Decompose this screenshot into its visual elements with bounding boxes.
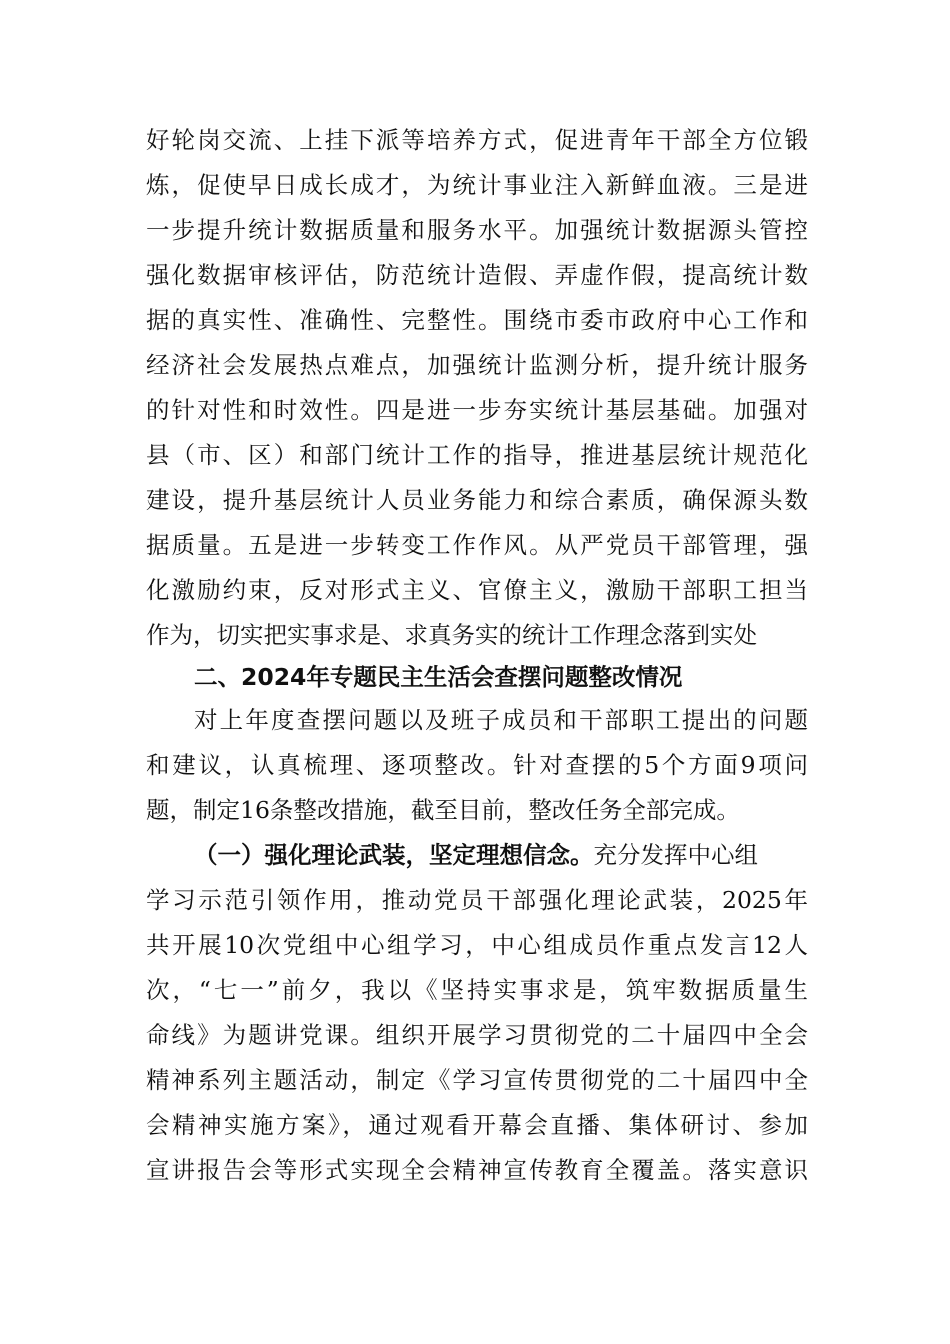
- paragraph-line: 题，制定16条整改措施，截至目前，整改任务全部完成。: [146, 796, 740, 824]
- paragraph-line: 炼，促使早日成长成才，为统计事业注入新鲜血液。三是进: [146, 171, 808, 199]
- paragraph-line: 化激励约束，反对形式主义、官僚主义，激励干部职工担当: [146, 576, 808, 604]
- subsection-heading: （一）强化理论武装，坚定理想信念。: [194, 841, 594, 869]
- paragraph-line: 的针对性和时效性。四是进一步夯实统计基层基础。加强对: [146, 396, 808, 424]
- paragraph-line: 命线》为题讲党课。组织开展学习贯彻党的二十届四中全会: [146, 1021, 808, 1049]
- paragraph-line: 学习示范引领作用，推动党员干部强化理论武装，2025年: [146, 886, 808, 914]
- paragraph-line: 会精神实施方案》，通过观看开幕会直播、集体研讨、参加: [146, 1111, 808, 1139]
- section-heading: 二、2024年专题民主生活会查摆问题整改情况: [194, 663, 683, 691]
- paragraph-first-line: [194, 840, 808, 870]
- paragraph-line: 对上年度查摆问题以及班子成员和干部职工提出的问题: [194, 706, 808, 734]
- paragraph-line: 一步提升统计数据质量和服务水平。加强统计数据源头管控: [146, 216, 808, 244]
- paragraph-line: 共开展10次党组中心组学习，中心组成员作重点发言12人: [146, 931, 808, 959]
- paragraph-line: 据质量。五是进一步转变工作作风。从严党员干部管理，强: [146, 531, 808, 559]
- paragraph-line: 宣讲报告会等形式实现全会精神宣传教育全覆盖。落实意识: [146, 1156, 808, 1184]
- paragraph-line: 精神系列主题活动，制定《学习宣传贯彻党的二十届四中全: [146, 1066, 808, 1094]
- paragraph-line: 经济社会发展热点难点，加强统计监测分析，提升统计服务: [146, 351, 808, 379]
- paragraph-line: 县（市、区）和部门统计工作的指导，推进基层统计规范化: [146, 441, 808, 469]
- paragraph-line: 强化数据审核评估，防范统计造假、弄虚作假，提高统计数: [146, 261, 808, 289]
- paragraph-line: 作为，切实把实事求是、求真务实的统计工作理念落到实处: [146, 621, 757, 649]
- paragraph-text: 充分发挥中心组: [593, 841, 758, 869]
- paragraph-line: 建设，提升基层统计人员业务能力和综合素质，确保源头数: [146, 486, 808, 514]
- paragraph-line: 和建议，认真梳理、逐项整改。针对查摆的5个方面9项问: [146, 751, 808, 779]
- paragraph-line: 据的真实性、准确性、完整性。围绕市委市政府中心工作和: [146, 306, 808, 334]
- paragraph-line: 好轮岗交流、上挂下派等培养方式，促进青年干部全方位锻: [146, 126, 808, 154]
- paragraph-line: 次，“七一”前夕，我以《坚持实事求是，筑牢数据质量生: [146, 976, 808, 1004]
